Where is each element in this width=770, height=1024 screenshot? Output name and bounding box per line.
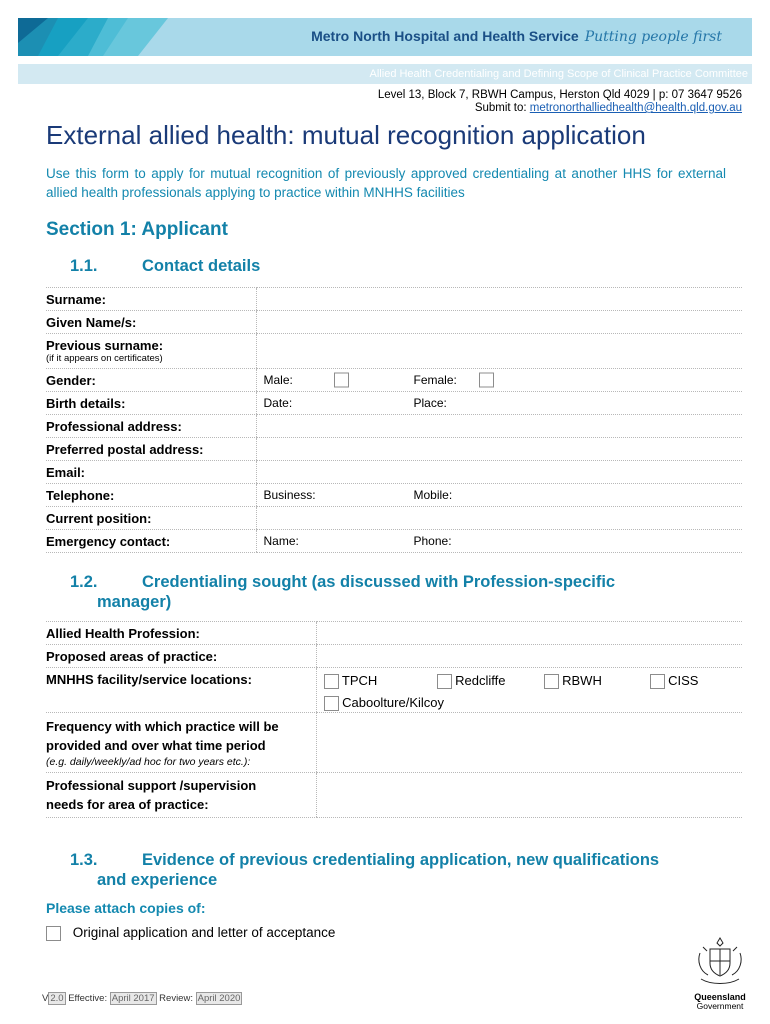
submit-prefix: Submit to: <box>474 102 530 114</box>
header-banner <box>18 18 752 56</box>
subsection-1-2-heading <box>70 572 710 612</box>
table-row <box>46 415 742 438</box>
subsection-number: 1.2. <box>70 573 98 591</box>
footer-version <box>42 993 242 1004</box>
contact-details-table <box>46 287 742 553</box>
emergency-contact-field[interactable] <box>256 530 742 553</box>
mobile-phone-label: Mobile: <box>413 488 453 502</box>
table-row <box>46 311 742 334</box>
frequency-label <box>46 713 316 773</box>
profession-label: Allied Health Profession: <box>46 622 316 645</box>
given-names-field[interactable] <box>256 311 742 334</box>
facility-option-ciss[interactable] <box>650 673 699 689</box>
areas-of-practice-label: Proposed areas of practice: <box>46 645 316 668</box>
previous-surname-note: (if it appears on certificates) <box>46 353 163 364</box>
review-label: Review: <box>156 993 196 1004</box>
facility-checkbox[interactable] <box>324 674 339 689</box>
table-row <box>46 713 742 773</box>
support-line2: needs for area of practice: <box>46 797 209 812</box>
table-row <box>46 645 742 668</box>
facility-checkbox[interactable] <box>437 674 452 689</box>
table-row <box>46 288 742 311</box>
gov-name: Queensland <box>694 992 746 1002</box>
submit-email-link[interactable]: metronorthalliedhealth@health.qld.gov.au <box>529 102 742 114</box>
birth-date-label: Date: <box>263 396 293 410</box>
emergency-name-label: Name: <box>263 534 299 548</box>
birth-details-label: Birth details: <box>46 392 256 415</box>
male-label: Male: <box>263 373 293 387</box>
attach-heading: Please attach copies of: <box>46 900 206 916</box>
support-field[interactable] <box>316 773 742 818</box>
address-line: Level 13, Block 7, RBWH Campus, Herston Qld 4029 | p: 07 3647 9526 <box>377 89 742 101</box>
surname-label: Surname: <box>46 288 256 311</box>
surname-field[interactable] <box>256 288 742 311</box>
subsection-title-line2: manager) <box>97 593 172 611</box>
effective-date: April 2017 <box>111 993 155 1004</box>
facility-label: RBWH <box>562 673 602 688</box>
support-label <box>46 773 316 818</box>
table-row <box>46 773 742 818</box>
queensland-government-logo <box>688 935 752 1011</box>
page-title: External allied health: mutual recognition application <box>46 120 646 150</box>
given-names-label: Given Name/s: <box>46 311 256 334</box>
table-row <box>46 668 742 713</box>
business-phone-label: Business: <box>263 488 316 502</box>
male-checkbox[interactable] <box>334 373 349 388</box>
table-row <box>46 507 742 530</box>
birth-details-field[interactable] <box>256 392 742 415</box>
facility-label: TPCH <box>341 673 378 688</box>
facility-option-tpch[interactable] <box>324 673 378 689</box>
org-slogan: Putting people first <box>584 29 722 45</box>
facility-label: CISS <box>668 673 699 688</box>
effective-label: Effective: <box>65 993 110 1004</box>
areas-of-practice-field[interactable] <box>316 645 742 668</box>
facility-option-redcliffe[interactable] <box>437 673 506 689</box>
org-brand <box>311 28 722 45</box>
credentialing-table <box>46 621 742 818</box>
attach-item[interactable] <box>46 925 335 941</box>
facility-label: Redcliffe <box>455 673 506 688</box>
coat-of-arms-icon <box>695 935 745 987</box>
support-line1: Professional support /supervision <box>46 778 257 793</box>
telephone-field[interactable] <box>256 484 742 507</box>
email-field[interactable] <box>256 461 742 484</box>
attach-checkbox[interactable] <box>46 926 61 941</box>
gender-label: Gender: <box>46 369 256 392</box>
frequency-note: (e.g. daily/weekly/ad hoc for two years etc.): <box>46 755 251 768</box>
female-label: Female: <box>413 373 457 387</box>
facility-locations-field <box>316 668 742 713</box>
committee-bar: Allied Health Credentialing and Defining Scope of Clinical Practice Committee <box>18 64 752 84</box>
frequency-line1: Frequency with which practice will be <box>46 718 279 734</box>
professional-address-label: Professional address: <box>46 415 256 438</box>
facility-option-rbwh[interactable] <box>544 673 602 689</box>
previous-surname-field[interactable] <box>256 334 742 369</box>
gender-field <box>256 369 742 392</box>
banner-graphic <box>18 18 198 56</box>
review-date: April 2020 <box>197 993 241 1004</box>
table-row <box>46 334 742 369</box>
attach-item-label: Original application and letter of acceptance <box>72 925 336 940</box>
postal-address-label: Preferred postal address: <box>46 438 256 461</box>
table-row <box>46 438 742 461</box>
current-position-label: Current position: <box>46 507 256 530</box>
frequency-line2: provided and over what time period <box>46 737 266 753</box>
emergency-phone-label: Phone: <box>413 534 452 548</box>
subsection-title-line2: and experience <box>97 871 218 889</box>
table-row <box>46 461 742 484</box>
subsection-1-1-heading <box>70 256 260 276</box>
email-label: Email: <box>46 461 256 484</box>
facility-locations-label: MNHHS facility/service locations: <box>46 668 316 713</box>
previous-surname-text: Previous surname: <box>46 338 164 353</box>
facility-checkbox[interactable] <box>544 674 559 689</box>
submit-line <box>378 102 742 115</box>
facility-checkbox[interactable] <box>650 674 665 689</box>
frequency-field[interactable] <box>316 713 742 773</box>
subsection-number: 1.3. <box>70 851 98 869</box>
postal-address-field[interactable] <box>256 438 742 461</box>
table-row <box>46 622 742 645</box>
profession-field[interactable] <box>316 622 742 645</box>
birth-place-label: Place: <box>413 396 447 410</box>
section-1-heading: Section 1: Applicant <box>46 219 228 240</box>
facility-checkbox[interactable] <box>324 696 339 711</box>
table-row <box>46 392 742 415</box>
facility-option-caboolture[interactable] <box>324 695 445 711</box>
table-row <box>46 530 742 553</box>
facility-label: Caboolture/Kilcoy <box>342 695 445 710</box>
female-checkbox[interactable] <box>479 373 494 388</box>
professional-address-field[interactable] <box>256 415 742 438</box>
emergency-contact-label: Emergency contact: <box>46 530 256 553</box>
gov-sub: Government <box>696 1001 744 1011</box>
intro-text: Use this form to apply for mutual recognition of previously approved credentialing at another HHS for external allied health professionals applying to practice within MNHHS facilities <box>46 166 726 200</box>
subsection-1-3-heading <box>70 850 730 890</box>
subsection-title-line1: Credentialing sought (as discussed with Profession-specific <box>142 573 616 591</box>
subsection-number: 1.1. <box>70 257 98 275</box>
subsection-title: Contact details <box>142 257 261 275</box>
subsection-title-line1: Evidence of previous credentialing application, new qualifications <box>142 851 660 869</box>
telephone-label: Telephone: <box>46 484 256 507</box>
table-row <box>46 484 742 507</box>
table-row <box>46 369 742 392</box>
version-value: 2.0 <box>50 993 64 1004</box>
contact-address <box>378 89 742 115</box>
previous-surname-label <box>46 334 256 369</box>
current-position-field[interactable] <box>256 507 742 530</box>
org-name: Metro North Hospital and Health Service <box>311 28 579 44</box>
version-prefix: V <box>42 993 49 1004</box>
